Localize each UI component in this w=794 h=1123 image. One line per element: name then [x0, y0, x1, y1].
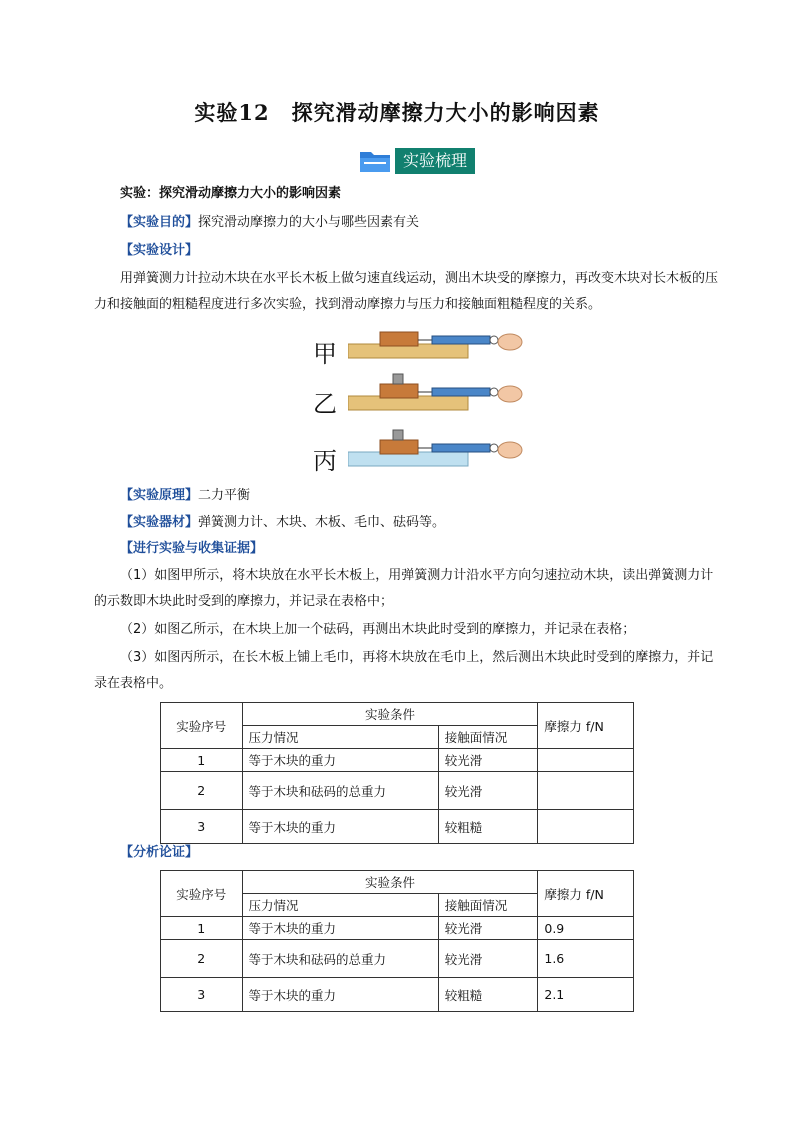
table-row [161, 772, 634, 810]
purpose-text: 探究滑动摩擦力的大小与哪些因素有关 [198, 215, 420, 230]
cell-pressure: 等于木块的重力 [242, 749, 438, 772]
header-index: 实验序号 [161, 871, 243, 917]
cell-surface: 较粗糙 [438, 978, 538, 1012]
cell-pressure: 等于木块的重力 [242, 917, 438, 940]
principle [120, 486, 250, 506]
equipment [120, 513, 445, 533]
cell-index: 3 [161, 810, 243, 844]
design-text: 用弹簧测力计拉动木块在水平长木板上做匀速直线运动，测出木块受的摩擦力，再改变木块对长木板的压力和接触面的粗糙程度进行多次实验，找到滑动摩擦力与压力和接触面粗糙程度的关系。 [94, 271, 719, 312]
header-conditions: 实验条件 [242, 703, 538, 726]
cell-friction: 0.9 [538, 917, 634, 940]
purpose-head: 【实验目的】 [120, 215, 199, 230]
header-pressure: 压力情况 [242, 726, 438, 749]
purpose [120, 213, 419, 233]
header-surface: 接触面情况 [438, 894, 538, 917]
table-row [161, 810, 634, 844]
procedure-step-2: （2）如图乙所示，在木块上加一个砝码，再测出木块此时受到的摩擦力，并记录在表格； [120, 622, 636, 637]
cell-friction: 2.1 [538, 978, 634, 1012]
cell-friction [538, 772, 634, 810]
experiment-figures [348, 330, 523, 470]
cell-index: 3 [161, 978, 243, 1012]
figure-label-b: 乙 [313, 390, 337, 418]
table-row [161, 978, 634, 1012]
cell-friction [538, 810, 634, 844]
figure-c [348, 430, 522, 466]
cell-pressure: 等于木块和砝码的总重力 [242, 940, 438, 978]
figure-b [348, 374, 522, 410]
header-index: 实验序号 [161, 703, 243, 749]
record-table [160, 702, 634, 844]
principle-head: 【实验原理】 [120, 488, 199, 503]
table-row [161, 917, 634, 940]
cell-friction: 1.6 [538, 940, 634, 978]
cell-surface: 较光滑 [438, 940, 538, 978]
page-title: 实验12 探究滑动摩擦力大小的影响因素 [194, 100, 600, 125]
folder-icon [359, 149, 391, 173]
header-surface: 接触面情况 [438, 726, 538, 749]
cell-surface: 较粗糙 [438, 810, 538, 844]
cell-index: 2 [161, 940, 243, 978]
cell-index: 2 [161, 772, 243, 810]
cell-pressure: 等于木块的重力 [242, 810, 438, 844]
cell-index: 1 [161, 749, 243, 772]
cell-surface: 较光滑 [438, 917, 538, 940]
figure-label-c: 丙 [313, 447, 337, 475]
cell-pressure: 等于木块的重力 [242, 978, 438, 1012]
equipment-text: 弹簧测力计、木块、木板、毛巾、砝码等。 [198, 515, 446, 530]
procedure-step-3: （3）如图丙所示，在长木板上铺上毛巾，再将木块放在毛巾上，然后测出木块此时受到的摩擦力，并记录在表格中。 [94, 650, 714, 691]
procedure-head: 【进行实验与收集证据】 [120, 541, 264, 556]
analysis-head: 【分析论证】 [120, 845, 199, 860]
equipment-head: 【实验器材】 [120, 515, 199, 530]
analysis-table [160, 870, 634, 1012]
procedure-step-1: （1）如图甲所示，将木块放在水平长木板上，用弹簧测力计沿水平方向匀速拉动木块，读出弹簧测力计的示数即木块此时受到的摩擦力，并记录在表格中； [94, 568, 714, 609]
badge-label: 实验梳理 [395, 148, 475, 174]
cell-index: 1 [161, 917, 243, 940]
figure-label-a: 甲 [313, 340, 337, 368]
cell-surface: 较光滑 [438, 772, 538, 810]
header-friction: 摩擦力 f/N [538, 871, 634, 917]
design-head: 【实验设计】 [120, 243, 199, 258]
cell-friction [538, 749, 634, 772]
cell-pressure: 等于木块和砝码的总重力 [242, 772, 438, 810]
table-row [161, 749, 634, 772]
table-row [161, 940, 634, 978]
experiment-title: 实验：探究滑动摩擦力大小的影响因素 [120, 186, 342, 201]
header-conditions: 实验条件 [242, 871, 538, 894]
figure-a [348, 332, 522, 358]
header-pressure: 压力情况 [242, 894, 438, 917]
header-friction: 摩擦力 f/N [538, 703, 634, 749]
principle-text: 二力平衡 [198, 488, 251, 503]
cell-surface: 较光滑 [438, 749, 538, 772]
section-badge [359, 147, 475, 175]
